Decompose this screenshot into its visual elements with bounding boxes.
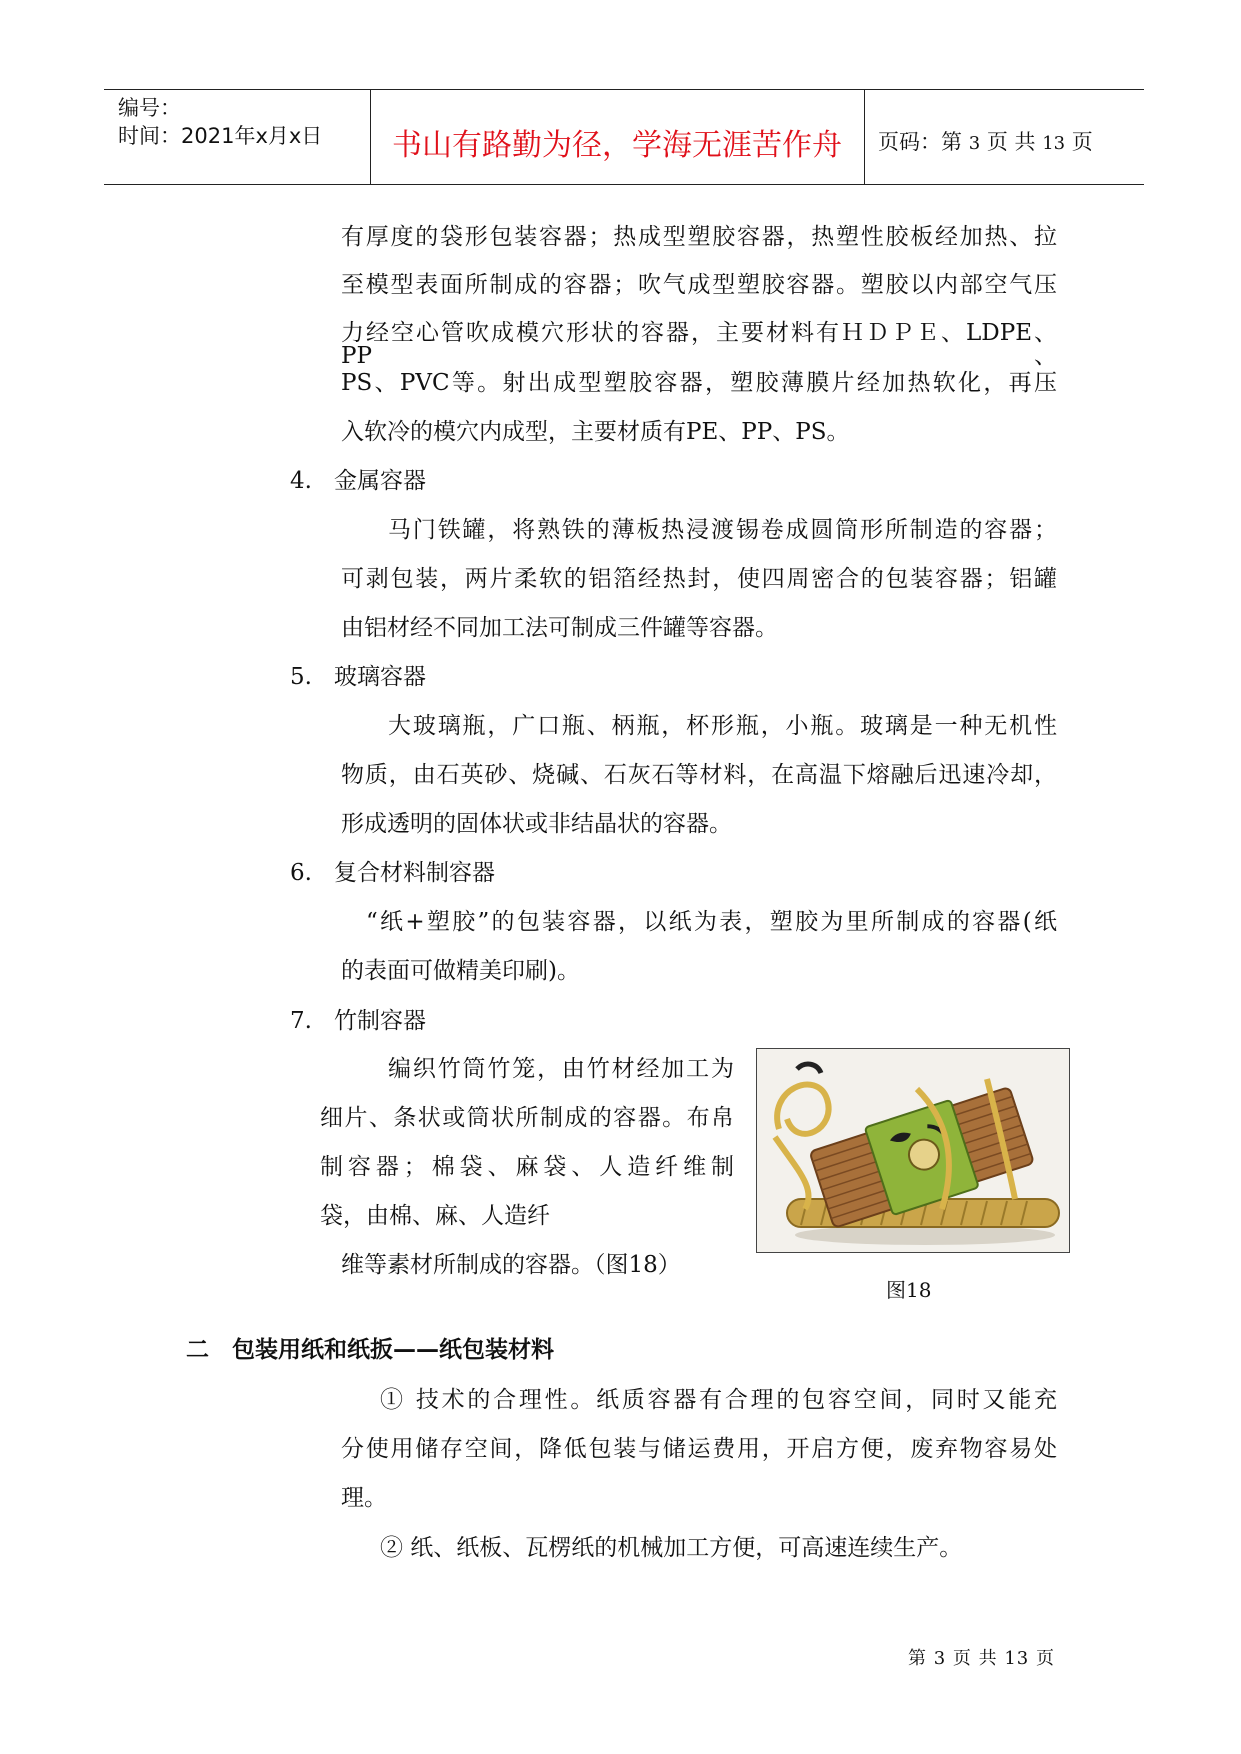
header-motto-cell xyxy=(370,90,865,184)
paragraph-line: 维等素材所制成的容器。（图18） xyxy=(341,1252,681,1278)
page-number-label xyxy=(878,126,1093,156)
page-prefix: 页码：第 xyxy=(878,130,962,154)
section-heading: 二 包装用纸和纸扳——纸包装材料 xyxy=(186,1337,554,1363)
paragraph-line: ② 纸、纸板、瓦楞纸的机械加工方便，可高速连续生产。 xyxy=(380,1535,963,1561)
time-label: 时间：2021年x月x日 xyxy=(118,124,323,148)
code-label: 编号： xyxy=(118,96,181,120)
paragraph-line: 至模型表面所制成的容器；吹气成型塑胶容器。塑胶以内部空气压 xyxy=(341,272,1057,298)
paragraph-line: 大玻璃瓶，广口瓶、柄瓶，杯形瓶，小瓶。玻璃是一种无机性 xyxy=(388,713,1057,739)
list-item-title: 竹制容器 xyxy=(334,1008,426,1034)
list-item-number: 4. xyxy=(290,468,312,494)
list-item-title: 金属容器 xyxy=(334,468,426,494)
figure-caption: 图18 xyxy=(886,1278,932,1302)
paragraph-line: ① 技术的合理性。纸质容器有合理的包容空间，同时又能充 xyxy=(380,1387,1057,1413)
paragraph-line: “纸+塑胶”的包装容器，以纸为表，塑胶为里所制成的容器(纸 xyxy=(366,909,1057,935)
motto-text: 书山有路勤为径，学海无涯苦作舟 xyxy=(392,128,842,163)
paragraph-line: 理。 xyxy=(341,1485,387,1511)
paragraph-line: PS、PVC等。射出成型塑胶容器，塑胶薄膜片经加热软化，再压 xyxy=(341,370,1057,396)
paragraph-line: 袋，由棉、麻、人造纤 xyxy=(320,1203,550,1229)
paragraph-line: 由铝材经不同加工法可制成三件罐等容器。 xyxy=(341,615,778,641)
list-item-number: 7. xyxy=(290,1008,312,1034)
paragraph-line: 入软冷的模穴内成型，主要材质有PE、PP、PS。 xyxy=(341,419,850,445)
list-item-title: 复合材料制容器 xyxy=(334,860,495,886)
page-middle: 页 共 xyxy=(986,130,1036,154)
page-suffix: 页 xyxy=(1071,130,1093,154)
paragraph-line: 制容器；棉袋、麻袋、人造纤维制 xyxy=(320,1154,734,1180)
list-item-title: 玻璃容器 xyxy=(334,664,426,690)
bamboo-container-image xyxy=(756,1048,1070,1253)
paragraph-line: 力经空心管吹成模穴形状的容器，主要材料有ＨＤＰＥ、LDPE、PP、 xyxy=(341,320,1057,369)
paragraph-line: 形成透明的固体状或非结晶状的容器。 xyxy=(341,811,732,837)
paragraph-line: 马门铁罐，将熟铁的薄板热浸渡锡卷成圆筒形所制造的容器； xyxy=(388,517,1057,543)
paragraph-line: 细片、条状或筒状所制成的容器。布帛 xyxy=(320,1105,734,1131)
bamboo-container-photo-icon xyxy=(757,1049,1069,1252)
paragraph-line: 编织竹筒竹笼，由竹材经加工为 xyxy=(388,1056,734,1082)
page-header xyxy=(104,89,1144,185)
page-current: 3 xyxy=(968,133,981,154)
header-meta-cell xyxy=(104,90,371,184)
page-total: 13 xyxy=(1042,133,1066,154)
page-footer: 第 3 页 共 13 页 xyxy=(908,1648,1055,1669)
paragraph-line: 物质，由石英砂、烧碱、石灰石等材料，在高温下熔融后迅速冷却， xyxy=(341,762,1057,788)
paragraph-line: 分使用储存空间，降低包装与储运费用，开启方便，废弃物容易处 xyxy=(341,1436,1057,1462)
paragraph-line: 的表面可做精美印刷)。 xyxy=(341,958,580,984)
header-page-cell xyxy=(864,90,1144,184)
paragraph-line: 有厚度的袋形包装容器；热成型塑胶容器，热塑性胶板经加热、拉 xyxy=(341,224,1057,250)
paragraph-line: 可剥包装，两片柔软的铝箔经热封，使四周密合的包装容器；铝罐 xyxy=(341,566,1057,592)
list-item-number: 5. xyxy=(290,664,312,690)
list-item-number: 6. xyxy=(290,860,312,886)
